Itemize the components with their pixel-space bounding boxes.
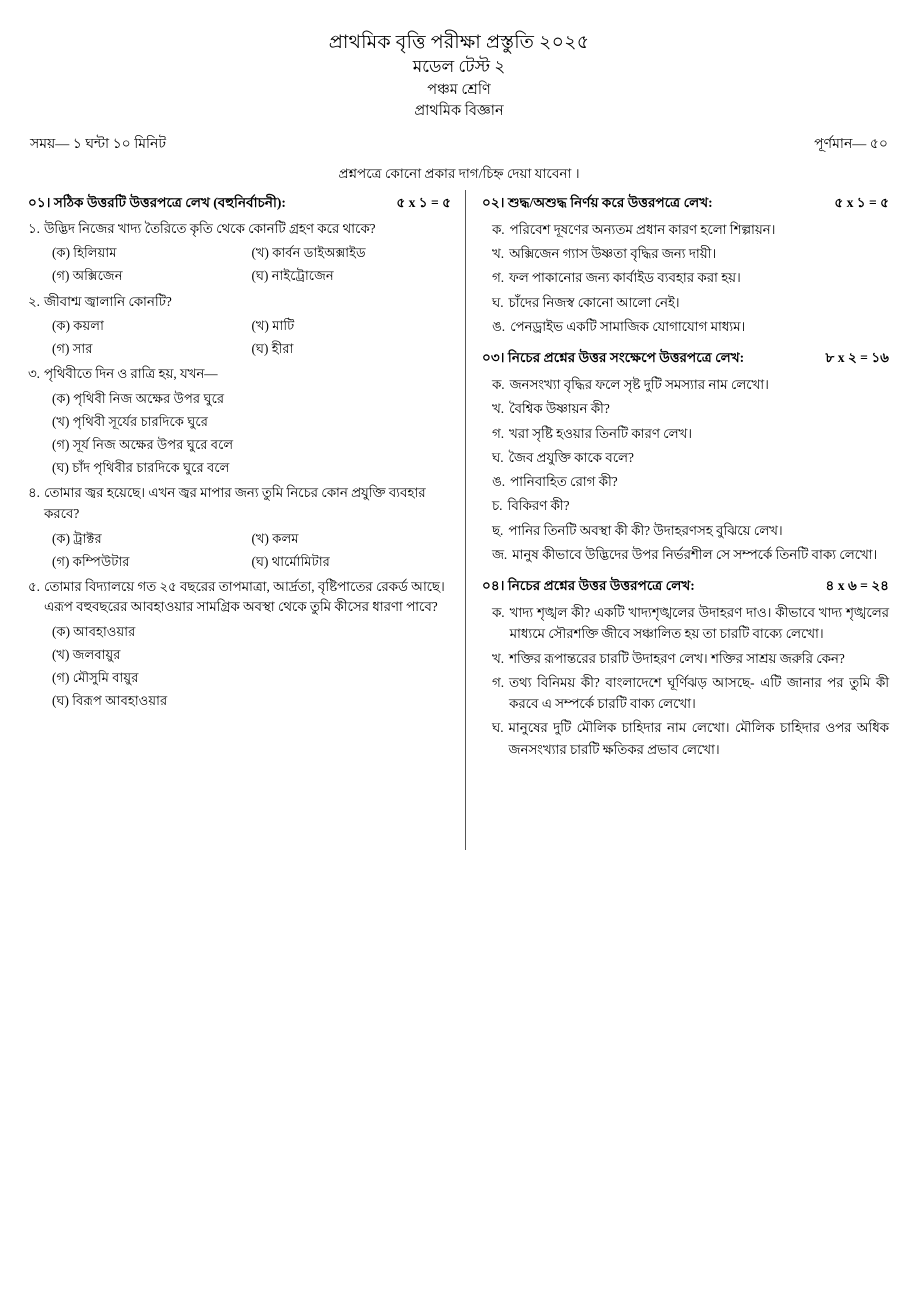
list-item bbox=[492, 544, 889, 565]
list-item bbox=[492, 672, 889, 715]
mcq-number: ৪. bbox=[28, 485, 40, 501]
question-3-marks: ৮ x ২ = ১৬ bbox=[825, 350, 889, 366]
left-column bbox=[28, 190, 465, 850]
question-2-header bbox=[482, 192, 889, 215]
mcq-options bbox=[52, 620, 451, 712]
item-text: পরিবেশ দূষণের অন্যতম প্রধান কারণ হলো শিল্পায়ন। bbox=[509, 221, 776, 237]
mcq-option[interactable]: (খ) কলম bbox=[251, 530, 299, 546]
item-label: ঙ. bbox=[492, 318, 506, 334]
mcq-item bbox=[28, 219, 451, 240]
item-label: জ. bbox=[492, 546, 508, 562]
mcq-option[interactable]: (খ) কার্বন ডাইঅক্সাইড bbox=[251, 245, 366, 261]
mcq-options bbox=[52, 241, 451, 287]
mcq-number: ১. bbox=[28, 220, 40, 236]
item-text: মানুষ কীভাবে উদ্ভিদের উপর নির্ভরশীল সে সম্পর্কে তিনটি বাক্য লেখো। bbox=[512, 546, 878, 562]
time-label: সময়— ১ ঘন্টা ১০ মিনিট bbox=[30, 136, 167, 152]
list-item bbox=[492, 717, 889, 760]
mcq-options bbox=[52, 527, 451, 573]
question-1-header bbox=[28, 192, 451, 215]
question-3-title: ০৩। নিচের প্রশ্নের উত্তর সংক্ষেপে উত্তরপত্রে লেখ: bbox=[482, 350, 745, 366]
mcq-text: তোমার বিদ্যালয়ে গত ২৫ বছরের তাপমাত্রা, আর্দ্রতা, বৃষ্টিপাতের রেকর্ড আছে। এরূপ বহুবছরের আবহাওয়ার সামগ্রিক অবস্থা থেকে তুমি কীসের ধারণা পাবে? bbox=[43, 578, 445, 615]
list-item bbox=[492, 520, 889, 541]
item-label: খ. bbox=[492, 650, 505, 666]
mcq-option[interactable]: (ঘ) বিরূপ আবহাওয়ার bbox=[52, 693, 168, 709]
item-text: তথ্য বিনিময় কী? বাংলাদেশে ঘূর্ণিঝড় আসছে- এটি জানার পর তুমি কী করবে এ সম্পর্কে চারটি বাক্য লেখো। bbox=[509, 674, 889, 712]
mcq-option[interactable]: (ঘ) চাঁদ পৃথিবীর চারদিকে ঘুরে বলে bbox=[52, 460, 230, 476]
list-item bbox=[492, 243, 889, 264]
item-label: ক. bbox=[492, 377, 505, 393]
mcq-option[interactable]: (গ) কম্পিউটার bbox=[52, 553, 130, 569]
mcq-option[interactable]: (ক) হিলিয়াম bbox=[52, 245, 117, 261]
mcq-option[interactable]: (খ) পৃথিবী সূর্যের চারদিকে ঘুরে bbox=[52, 414, 208, 429]
item-label: খ. bbox=[492, 401, 505, 417]
item-label: গ. bbox=[492, 270, 505, 286]
item-text: খরা সৃষ্টি হওয়ার তিনটি কারণ লেখ। bbox=[509, 425, 692, 441]
mcq-item bbox=[28, 292, 451, 313]
item-label: গ. bbox=[492, 674, 505, 690]
item-text: শক্তির রূপান্তরের চারটি উদাহরণ লেখ। শক্তির সাশ্রয় জরুরি কেন? bbox=[509, 650, 845, 666]
question-3-header bbox=[482, 347, 889, 370]
list-item bbox=[492, 423, 889, 444]
list-item bbox=[492, 398, 889, 419]
item-text: পেনড্রাইভ একটি সামাজিক যোগাযোগ মাধ্যম। bbox=[510, 318, 746, 334]
list-item bbox=[492, 316, 889, 337]
item-text: চাঁদের নিজস্ব কোনো আলো নেই। bbox=[508, 294, 680, 310]
item-label: ঙ. bbox=[492, 474, 506, 490]
item-text: খাদ্য শৃঙ্খল কী? একটি খাদ্যশৃঙ্খলের উদাহরণ দাও। কীভাবে খাদ্য শৃঙ্খলের মাধ্যমে সৌরশক্তি জীবে সঞ্চালিত হয় তা চারটি বাক্যে লেখো। bbox=[509, 605, 889, 642]
item-text: ফল পাকানোর জন্য কার্বাইড ব্যবহার করা হয়। bbox=[509, 270, 741, 286]
item-label: ঘ. bbox=[492, 294, 504, 310]
mcq-option[interactable]: (খ) মাটি bbox=[251, 318, 295, 334]
mcq-number: ২. bbox=[28, 293, 40, 309]
item-text: বৈশ্বিক উষ্ণায়ন কী? bbox=[509, 401, 610, 417]
item-text: বিকিরণ কী? bbox=[507, 498, 570, 514]
question-1-title: ০১। সঠিক উত্তরটি উত্তরপত্রে লেখ (বহুনির্বাচনী): bbox=[28, 194, 286, 210]
question-2-title: ০২। শুদ্ধ/অশুদ্ধ নির্ণয় করে উত্তরপত্রে লেখ: bbox=[482, 194, 713, 210]
list-item bbox=[492, 219, 889, 240]
subject-label: প্রাথমিক বিজ্ঞান bbox=[414, 103, 504, 120]
mcq-option[interactable]: (ক) ট্রাক্টর bbox=[52, 530, 102, 546]
item-text: মানুষের দুটি মৌলিক চাহিদার নাম লেখো। মৌলিক চাহিদার ওপর অধিক জনসংখ্যার চারটি ক্ষতিকর প্রভাব লেখো। bbox=[508, 720, 889, 757]
list-item bbox=[492, 374, 889, 395]
mcq-option[interactable]: (ক) আবহাওয়ার bbox=[52, 623, 136, 639]
instruction-notice: প্রশ্নপত্রে কোনো প্রকার দাগ/চিহ্ন দেয়া যাবেনা । bbox=[338, 165, 580, 181]
right-column bbox=[466, 190, 889, 850]
list-item bbox=[492, 495, 889, 516]
mcq-item bbox=[28, 483, 451, 524]
item-label: ঘ. bbox=[492, 449, 504, 465]
item-label: ক. bbox=[492, 605, 505, 621]
list-item bbox=[492, 292, 889, 313]
mcq-text: তোমার জ্বর হয়েছে। এখন জ্বর মাপার জন্য তুমি নিচের কোন প্রযুক্তি ব্যবহার করবে? bbox=[43, 485, 426, 521]
mcq-text: উদ্ভিদ নিজের খাদ্য তৈরিতে কৃতি থেকে কোনটি গ্রহণ করে থাকে? bbox=[43, 220, 376, 236]
item-text: পানির তিনটি অবস্থা কী কী? উদাহরণসহ বুঝিয়ে লেখ। bbox=[508, 522, 783, 538]
question-2-marks: ৫ x ১ = ৫ bbox=[834, 194, 889, 210]
mcq-option[interactable]: (গ) মৌসুমি বায়ুর bbox=[52, 670, 139, 686]
mcq-option[interactable]: (ঘ) থার্মোমিটার bbox=[251, 553, 330, 569]
item-text: জৈব প্রযুক্তি কাকে বলে? bbox=[508, 449, 634, 465]
mcq-item bbox=[28, 577, 451, 618]
exam-meta-row bbox=[28, 132, 890, 156]
page-title: প্রাথমিক বৃত্তি পরীক্ষা প্রস্তুতি ২০২৫ bbox=[328, 32, 590, 53]
mcq-option[interactable]: (ঘ) হীরা bbox=[251, 341, 294, 357]
class-label: পঞ্চম শ্রেণি bbox=[427, 81, 491, 98]
question-1-marks: ৫ x ১ = ৫ bbox=[396, 194, 451, 210]
mcq-number: ৩. bbox=[28, 366, 40, 382]
question-columns bbox=[28, 190, 890, 850]
mcq-options bbox=[52, 314, 451, 360]
mcq-option[interactable]: (গ) অক্সিজেন bbox=[52, 268, 123, 284]
list-item bbox=[492, 648, 889, 669]
item-label: ঘ. bbox=[492, 720, 504, 736]
mcq-option[interactable]: (ক) পৃথিবী নিজ অক্ষের উপর ঘুরে bbox=[52, 390, 225, 406]
model-test-label: মডেল টেস্ট ২ bbox=[412, 56, 506, 76]
item-label: গ. bbox=[492, 425, 505, 441]
full-marks-label: পূর্ণমান— ৫০ bbox=[814, 136, 888, 152]
mcq-option[interactable]: (গ) সার bbox=[52, 341, 93, 357]
mcq-item bbox=[28, 364, 451, 385]
mcq-number: ৫. bbox=[28, 578, 40, 594]
item-text: পানিবাহিত রোগ কী? bbox=[510, 474, 618, 490]
item-text: জনসংখ্যা বৃদ্ধির ফলে সৃষ্ট দুটি সমস্যার নাম লেখো। bbox=[509, 377, 769, 393]
item-label: ক. bbox=[492, 221, 505, 237]
paper-header bbox=[28, 30, 890, 122]
list-item bbox=[492, 602, 889, 645]
mcq-text: পৃথিবীতে দিন ও রাত্রি হয়, যখন— bbox=[43, 366, 218, 382]
mcq-option[interactable]: (ঘ) নাইট্রোজেন bbox=[251, 268, 334, 284]
item-text: অক্সিজেন গ্যাস উষ্ণতা বৃদ্ধির জন্য দায়ী। bbox=[509, 245, 717, 261]
question-4-header bbox=[482, 575, 889, 598]
question-4-marks: ৪ x ৬ = ২৪ bbox=[825, 578, 889, 594]
item-label: ছ. bbox=[492, 522, 504, 538]
list-item bbox=[492, 267, 889, 288]
mcq-option[interactable]: (ক) কয়লা bbox=[52, 318, 104, 334]
mcq-options bbox=[52, 387, 451, 479]
item-label: খ. bbox=[492, 245, 505, 261]
list-item bbox=[492, 471, 889, 492]
mcq-option[interactable]: (খ) জলবায়ুর bbox=[52, 647, 121, 662]
question-4-title: ০৪। নিচের প্রশ্নের উত্তর উত্তরপত্রে লেখ: bbox=[482, 578, 695, 594]
list-item bbox=[492, 447, 889, 468]
item-label: চ. bbox=[492, 498, 503, 514]
mcq-option[interactable]: (গ) সূর্য নিজ অক্ষের উপর ঘুরে বলে bbox=[52, 437, 234, 453]
mcq-text: জীবাশ্ম জ্বালানি কোনটি? bbox=[43, 293, 172, 309]
